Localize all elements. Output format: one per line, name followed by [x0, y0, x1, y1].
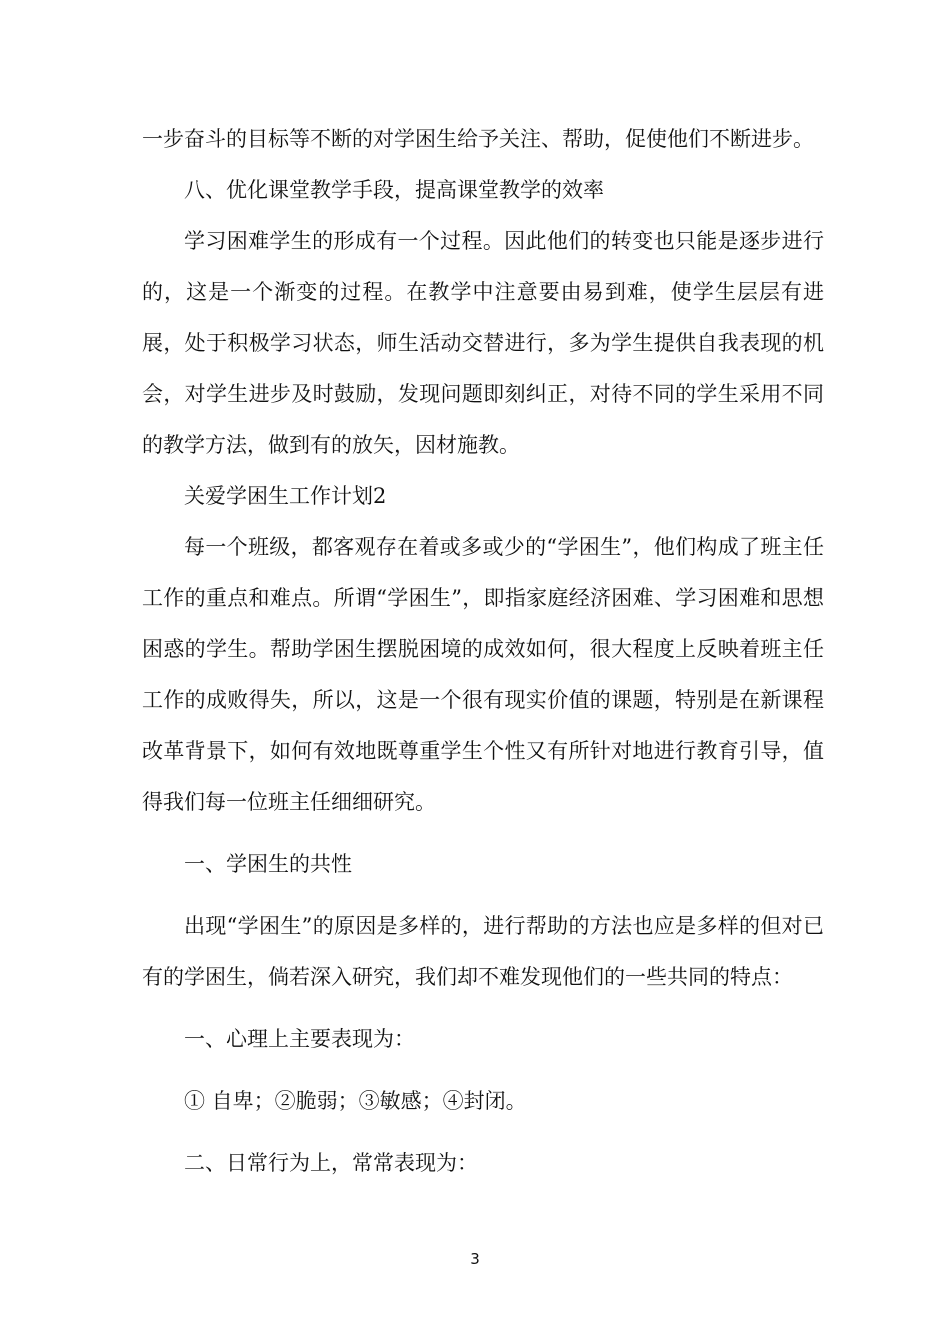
paragraph: 学习困难学生的形成有一个过程。因此他们的转变也只能是逐步进行的，这是一个渐变的过程。在教学中注意要由易到难，使学生层层有进展，处于积极学习状态，师生活动交替进行，多为学生提供自我表现的机会，对学生进步及时鼓励，发现问题即刻纠正，对待不同的学生采用不同的教学方法，做到有的放矢，因材施教。	[142, 229, 824, 457]
list-item: ① 自卑；②脆弱；③敏感；④封闭。	[184, 1089, 527, 1113]
document-body	[142, 114, 824, 1189]
list-heading: 二、日常行为上，常常表现为：	[184, 1151, 478, 1175]
paragraph: 出现“学困生”的原因是多样的，进行帮助的方法也应是多样的但对已有的学困生，倘若深入研究，我们却不难发现他们的一些共同的特点：	[142, 914, 824, 989]
list-heading: 一、心理上主要表现为：	[184, 1027, 415, 1051]
paragraph: 每一个班级，都客观存在着或多或少的“学困生”，他们构成了班主任工作的重点和难点。所谓“学困生”，即指家庭经济困难、学习困难和思想困惑的学生。帮助学困生摆脱困境的成效如何，很大程度上反映着班主任工作的成败得失，所以，这是一个很有现实价值的课题，特别是在新课程改革背景下，如何有效地既尊重学生个性又有所针对地进行教育引导，值得我们每一位班主任细细研究。	[142, 535, 824, 814]
document-subtitle: 关爱学困生工作计划2	[184, 484, 387, 508]
section-heading-8: 八、优化课堂教学手段，提高课堂教学的效率	[184, 178, 604, 202]
paragraph-continuation: 一步奋斗的目标等不断的对学困生给予关注、帮助，促使他们不断进步。	[142, 127, 814, 151]
page-number: 3	[470, 1250, 480, 1268]
section-heading-1: 一、学困生的共性	[184, 852, 352, 876]
